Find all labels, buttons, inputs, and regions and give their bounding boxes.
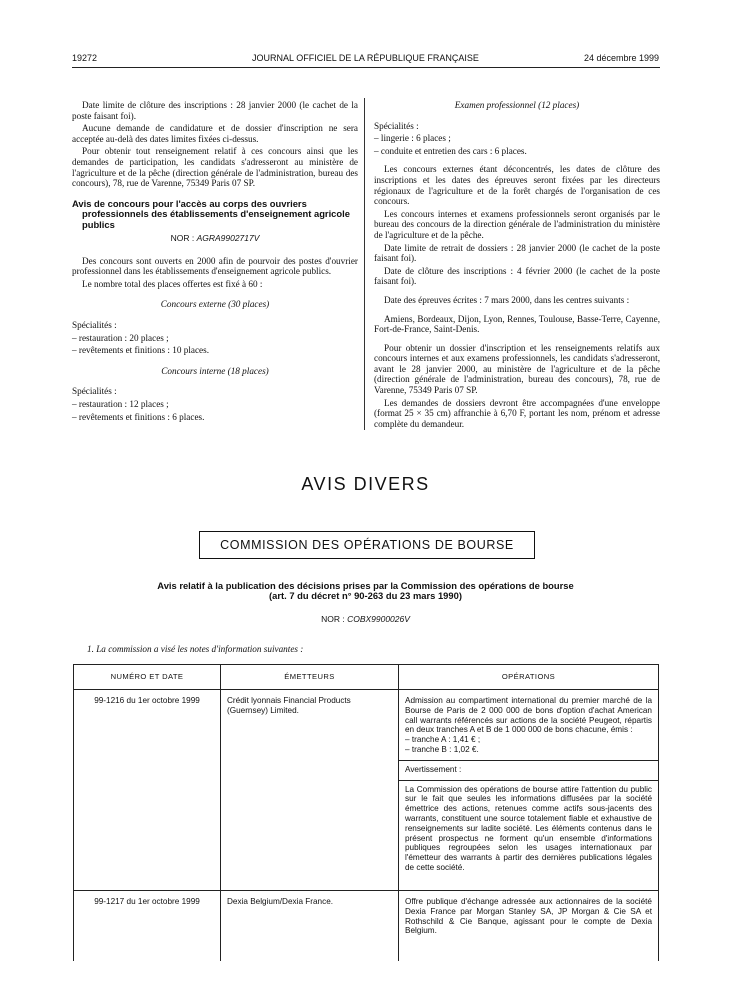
page-number: 19272 bbox=[72, 53, 98, 63]
nor-reference bbox=[72, 233, 358, 244]
nor-reference-2 bbox=[0, 614, 731, 624]
header-rule bbox=[72, 67, 660, 68]
paragraph: Les concours externes étant déconcentrés, les dates de clôture des inscriptions et les dates des épreuves seront fixées par les directeurs régionaux de l'agriculture et de la forêt chargés de l'organisation de ces concours. bbox=[374, 164, 660, 207]
paragraph: Les concours internes et examens professionnels seront organisés par le bureau des concours de la direction générale de l'administration du ministère de l'agriculture et de la pêche. bbox=[374, 208, 660, 240]
intro-line: 1. La commission a visé les notes d'information suivantes : bbox=[87, 644, 304, 654]
paragraph: Le nombre total des places offertes est fixé à 60 : bbox=[82, 278, 263, 289]
left-column bbox=[72, 100, 358, 424]
list-item: – restauration : 12 places ; bbox=[72, 398, 169, 409]
cell-emetteur: Dexia Belgium/Dexia France. bbox=[221, 891, 399, 962]
list-item: – tranche B : 1,02 €. bbox=[405, 744, 479, 754]
cell-divider bbox=[399, 760, 658, 761]
table-header-row bbox=[74, 665, 659, 690]
list-item: – revêtements et finitions : 10 places. bbox=[72, 345, 210, 356]
cell-emetteur: Crédit lyonnais Financial Products (Guernsey) Limited. bbox=[221, 690, 399, 891]
nor-label: NOR : bbox=[321, 614, 345, 624]
specialites-label: Spécialités : bbox=[72, 386, 117, 397]
issue-date: 24 décembre 1999 bbox=[583, 53, 659, 63]
concours-interne-heading: Concours interne (18 places) bbox=[161, 365, 269, 376]
cell-divider bbox=[399, 780, 658, 781]
column-divider bbox=[364, 98, 365, 430]
avertissement-label: Avertissement : bbox=[405, 764, 462, 774]
paragraph: Pour obtenir tout renseignement relatif à ces concours ainsi que les demandes de participation, les candidats s'adresseront au ministère de l'agriculture et de la pêche (direction générale de l'administration, bureau des concours), 78, rue de Varenne, 75349 Paris 07 SP. bbox=[72, 146, 358, 189]
table-row bbox=[74, 891, 659, 962]
list-item: – conduite et entretien des cars : 6 places. bbox=[374, 145, 527, 156]
paragraph: Des concours sont ouverts en 2000 afin de pourvoir des postes d'ouvrier professionnel dans les établissements d'enseignement agricole publics. bbox=[72, 255, 358, 277]
cell-operations bbox=[399, 690, 659, 891]
operation-text: Offre publique d'échange adressée aux actionnaires de la société Dexia France par Morgan Stanley SA, JP Morgan & Cie SA et Rothschild & Cie Banque, agissant pour le compte de Dexia Belgium. bbox=[405, 897, 652, 936]
examen-professionnel-heading: Examen professionnel (12 places) bbox=[454, 100, 580, 110]
paragraph: Date des épreuves écrites : 7 mars 2000, dans les centres suivants : bbox=[384, 294, 630, 305]
avis-title-line-1: Avis de concours pour l'accès au corps des ouvriers bbox=[72, 197, 307, 209]
notes-table bbox=[73, 664, 659, 961]
avis-relatif-title bbox=[100, 581, 631, 602]
nor-label: NOR : bbox=[170, 232, 195, 243]
header-emetteurs: ÉMETTEURS bbox=[221, 665, 399, 690]
paragraph: Date limite de clôture des inscriptions : 28 janvier 2000 (le cachet de la poste faisant foi). bbox=[72, 100, 358, 121]
table-row bbox=[74, 690, 659, 891]
journal-title: JOURNAL OFFICIEL DE LA RÉPUBLIQUE FRANÇAISE bbox=[252, 53, 479, 63]
paragraph: Pour obtenir un dossier d'inscription et les renseignements relatifs aux concours internes et aux examens professionnels, les candidats s'adresseront, avant le 28 janvier 2000, au ministère de l'agriculture et de la pêche (direction générale de l'administration, bureau des concours), 78, rue de Varenne, 75349 Paris 07 SP. bbox=[374, 342, 660, 396]
specialites-label: Spécialités : bbox=[374, 120, 419, 131]
list-item: – revêtements et finitions : 6 places. bbox=[72, 411, 205, 422]
paragraph: Les demandes de dossiers devront être accompagnées d'une enveloppe (format 25 × 35 cm) affranchie à 6,70 F, portant les nom, prénom et adresse complète du demandeur. bbox=[374, 397, 660, 429]
list-item: – tranche A : 1,41 € ; bbox=[405, 735, 481, 745]
avis-relatif-line-2: (art. 7 du décret n° 90-263 du 23 mars 1990) bbox=[269, 590, 462, 602]
paragraph: Amiens, Bordeaux, Dijon, Lyon, Rennes, Toulouse, Basse-Terre, Cayenne, Fort-de-France, Saint-Denis. bbox=[374, 313, 660, 335]
avertissement-text: La Commission des opérations de bourse attire l'attention du public sur le fait que seules les informations diffusées par la société émettrice des actions, retenues comme actifs sous-jacents des warrants, constituent une source totalement fiable et exhaustive de renseignements sur ladite société. Les éléments contenus dans le présent prospectus ne forment qu'un ensemble d'informations publiques regroupées selon les usages internationaux par l'émetteur des warrants à partir des dernières publications légales de cette société. bbox=[405, 784, 652, 872]
operation-text: Admission au compartiment international du premier marché de la Bourse de Paris de 2 000 000 de bons d'option d'achat American call warrants référencés sur actions de la société Peugeot, répartis en deux tranches A et B de 1 000 000 de bons chacune, émis : bbox=[405, 696, 652, 735]
nor-code: AGRA9902717V bbox=[196, 232, 260, 243]
specialites-label: Spécialités : bbox=[72, 319, 117, 330]
cell-operations bbox=[399, 891, 659, 962]
avis-title-line-2: professionnels des établissements d'enseignement agricole publics bbox=[82, 208, 350, 230]
paragraph: Date limite de retrait de dossiers : 28 janvier 2000 (le cachet de la poste faisant foi). bbox=[374, 242, 660, 264]
header-operations: OPÉRATIONS bbox=[399, 665, 659, 690]
paragraph: Aucune demande de candidature et de dossier d'inscription ne sera acceptée au-delà des dates limites fixées ci-dessus. bbox=[72, 123, 358, 144]
nor-code: COBX9900026V bbox=[347, 614, 410, 624]
right-column bbox=[374, 100, 660, 431]
list-item: – lingerie : 6 places ; bbox=[374, 133, 451, 144]
cell-numero: 99-1216 du 1er octobre 1999 bbox=[74, 690, 221, 891]
avis-relatif-line-1: Avis relatif à la publication des décisions prises par la Commission des opérations de bourse bbox=[157, 580, 574, 591]
header-numero: NUMÉRO ET DATE bbox=[74, 665, 221, 690]
list-item: – restauration : 20 places ; bbox=[72, 332, 169, 343]
commission-box: COMMISSION DES OPÉRATIONS DE BOURSE bbox=[199, 531, 535, 559]
cell-numero: 99-1217 du 1er octobre 1999 bbox=[74, 891, 221, 962]
paragraph: Date de clôture des inscriptions : 4 février 2000 (le cachet de la poste faisant foi). bbox=[374, 265, 660, 287]
avis-concours-title bbox=[72, 199, 358, 230]
concours-externe-heading: Concours externe (30 places) bbox=[160, 299, 270, 310]
avis-divers-heading: AVIS DIVERS bbox=[301, 474, 430, 494]
